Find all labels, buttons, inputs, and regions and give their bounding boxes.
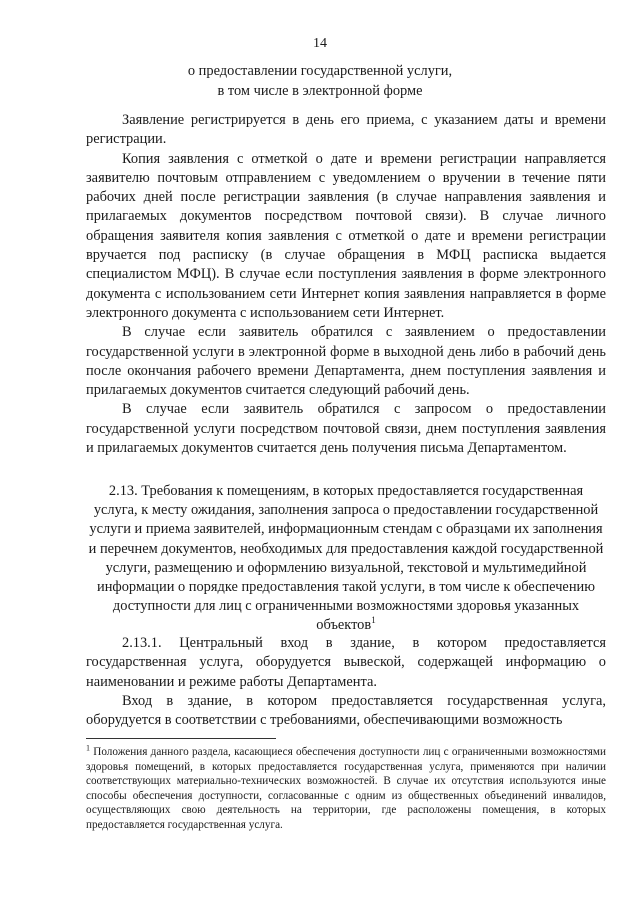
subsection-text <box>86 634 606 730</box>
header-line-2: в том числе в электронной форме <box>217 83 423 99</box>
document-header <box>60 61 580 101</box>
paragraph-electronic-submission: В случае если заявитель обратился с заявлением о предоставлении государственной услуги в электронной форме в выходной день либо в рабочий день после окончания рабочего времени Департамента, днем поступления заявления и прилагаемых документов считается следующий рабочий день. <box>86 324 606 399</box>
section-title-text: 2.13. Требования к помещениям, в которых предоставляется государственная услуга, к месту ожидания, заполнения запроса о предоставлении государственной услуги и приема заявителей, информационным стендам с образцами их заполнения и перечнем документов, необходимых для предоставления каждой государственной услуги, размещению и оформлению визуальной, текстовой и мультимедийной информации о порядке предоставления такой услуги, в том числе к обеспечению доступности для лиц с ограниченными возможностями здоровья указанных объектов <box>88 483 604 634</box>
paragraph-copy-of-application: Копия заявления с отметкой о дате и времени регистрации направляется заявителю почтовым отправлением с уведомлением о вручении в течение пяти рабочих дней после регистрации заявления (в случае направления заявления и прилагаемых документов посредством почтовой связи). В случае личного обращения заявителя копия заявления с отметкой о дате и времени регистрации вручается под расписку (в случае обращения в МФЦ расписка выдается специалистом МФЦ). В случае если поступления заявления в форме электронного документа с использованием сети Интернет копия заявления направляется в форме электронного документа с использованием сети Интернет. <box>86 150 606 321</box>
paragraph-registration: Заявление регистрируется в день его приема, с указанием даты и времени регистрации. <box>86 112 606 148</box>
footnote-text: Положения данного раздела, касающиеся обеспечения доступности лиц с ограниченными возможностями здоровья помещений, в которых предоставляется государственная услуга, применяются при наличии соответствующих материально-технических возможностей. В случае их отсутствия используются иные способы обеспечения доступности, согласованные с одним из общественных объединений инвалидов, осуществляющих свою деятельность на территории, где расположены помещения, в которых предоставляется государственная услуга. <box>86 746 606 831</box>
paragraph-postal-submission: В случае если заявитель обратился с запросом о предоставлении государственной услуги посредством почтовой связи, днем поступления заявления и прилагаемых документов считается день получения письма Департаментом. <box>86 401 606 457</box>
header-line-1: о предоставлении государственной услуги, <box>187 63 453 79</box>
body-text <box>86 111 606 458</box>
paragraph-building-entrance: Вход в здание, в котором предоставляется государственная услуга, оборудуется в соответствии с требованиями, обеспечивающими возможность <box>86 692 606 729</box>
section-title <box>86 482 606 636</box>
footnote-divider <box>86 738 276 739</box>
footnote-reference: 1 <box>371 615 376 626</box>
footnote-mark: 1 <box>86 743 90 753</box>
paragraph-central-entrance: 2.13.1. Центральный вход в здание, в котором предоставляется государственная услуга, оборудуется вывеской, содержащей информацию о наименовании и режиме работы Департамента. <box>86 635 606 690</box>
page-number: 14 <box>313 36 327 51</box>
footnote <box>86 745 606 833</box>
